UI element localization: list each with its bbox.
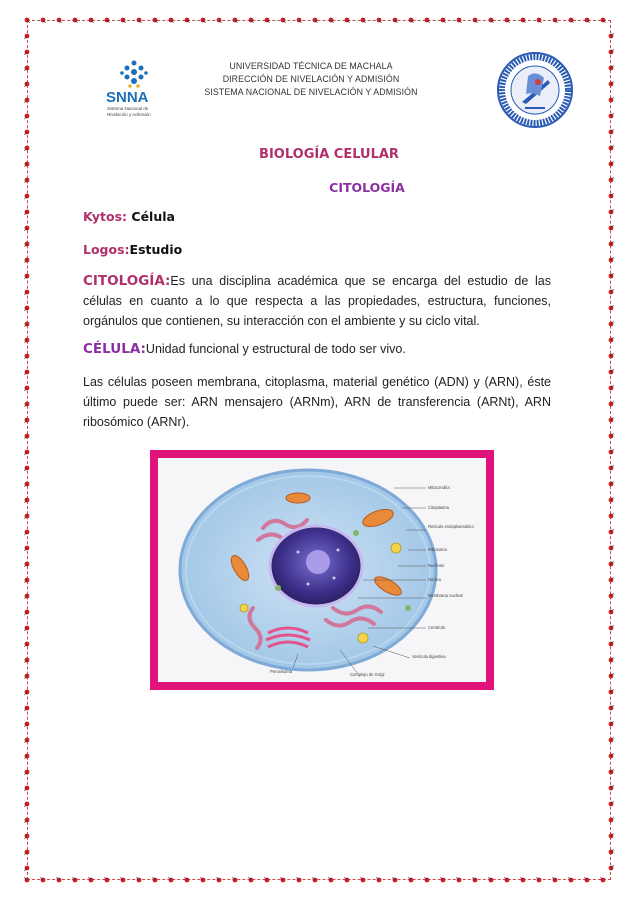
border-tack-icon <box>608 225 614 231</box>
label-golgi: Complejo de Golgi <box>350 672 385 677</box>
border-tack-icon <box>40 877 46 883</box>
border-tack-icon <box>24 801 30 807</box>
label-nucleo: Núcleo <box>428 577 442 582</box>
border-tack-icon <box>24 449 30 455</box>
border-tack-icon <box>608 801 614 807</box>
svg-text:Sistema Nacional de: Sistema Nacional de <box>107 106 149 111</box>
border-tack-icon <box>24 465 30 471</box>
border-tack-icon <box>24 609 30 615</box>
page-title: BIOLOGÍA CELULAR <box>259 147 399 162</box>
border-tack-icon <box>24 113 30 119</box>
border-tack-icon <box>136 17 142 23</box>
label-nucleolo: Nucléolo <box>428 563 445 568</box>
border-tack-icon <box>24 369 30 375</box>
border-tack-icon <box>24 337 30 343</box>
cell-illustration <box>158 458 486 682</box>
kytos-value: Célula <box>127 209 175 224</box>
border-tack-icon <box>24 305 30 311</box>
border-tack-icon <box>608 369 614 375</box>
border-tack-icon <box>200 877 206 883</box>
border-tack-icon <box>24 785 30 791</box>
border-tack-icon <box>608 49 614 55</box>
border-tack-icon <box>608 321 614 327</box>
border-tack-icon <box>584 17 590 23</box>
border-tack-icon <box>24 433 30 439</box>
border-tack-icon <box>24 721 30 727</box>
border-tack-icon <box>488 877 494 883</box>
border-tack-icon <box>104 17 110 23</box>
border-tack-icon <box>536 877 542 883</box>
border-tack-icon <box>120 17 126 23</box>
border-tack-icon <box>248 877 254 883</box>
border-tack-icon <box>608 113 614 119</box>
border-tack-icon <box>24 625 30 631</box>
border-tack-icon <box>24 209 30 215</box>
citologia-text: Es una disciplina académica que se encarga del estudio de las células en cuanto a lo que respecta a las propiedades, estructura, funciones, orgánulos que contienen, su interacción con el ambiente y su ciclo vital. <box>83 274 551 328</box>
svg-text:Nivelación y Admisión: Nivelación y Admisión <box>107 112 151 117</box>
border-tack-icon <box>328 877 334 883</box>
border-tack-icon <box>24 17 30 23</box>
border-tack-icon <box>608 129 614 135</box>
border-tack-icon <box>24 849 30 855</box>
border-tack-icon <box>376 17 382 23</box>
border-tack-icon <box>24 257 30 263</box>
label-citoplasma: Citoplasma <box>428 505 449 510</box>
border-tack-icon <box>600 877 606 883</box>
border-tack-icon <box>504 17 510 23</box>
border-tack-icon <box>72 17 78 23</box>
border-tack-icon <box>608 625 614 631</box>
border-tack-icon <box>24 353 30 359</box>
border-tack-icon <box>552 877 558 883</box>
border-tack-icon <box>232 17 238 23</box>
border-tack-icon <box>608 641 614 647</box>
label-mitocondria: Mitocondria <box>428 485 450 490</box>
border-tack-icon <box>608 305 614 311</box>
border-tack-icon <box>152 17 158 23</box>
border-tack-icon <box>608 385 614 391</box>
border-tack-icon <box>608 593 614 599</box>
border-tack-icon <box>608 65 614 71</box>
border-tack-icon <box>24 753 30 759</box>
border-tack-icon <box>608 353 614 359</box>
border-tack-icon <box>24 865 30 871</box>
header-line-university: UNIVERSIDAD TÉCNICA DE MACHALA <box>229 61 393 71</box>
border-tack-icon <box>608 753 614 759</box>
border-tack-icon <box>608 289 614 295</box>
border-tack-icon <box>608 401 614 407</box>
border-tack-icon <box>88 17 94 23</box>
border-tack-icon <box>24 705 30 711</box>
border-tack-icon <box>24 529 30 535</box>
border-tack-icon <box>24 65 30 71</box>
border-tack-icon <box>440 17 446 23</box>
border-tack-icon <box>608 257 614 263</box>
snna-logo <box>100 58 168 124</box>
border-tack-icon <box>456 877 462 883</box>
border-tack-icon <box>24 561 30 567</box>
border-tack-icon <box>200 17 206 23</box>
border-tack-icon <box>24 877 30 883</box>
border-tack-icon <box>24 225 30 231</box>
border-tack-icon <box>608 849 614 855</box>
border-tack-icon <box>152 877 158 883</box>
border-tack-icon <box>24 129 30 135</box>
border-tack-icon <box>608 721 614 727</box>
document-header <box>90 58 560 128</box>
border-tack-icon <box>608 97 614 103</box>
border-tack-icon <box>168 877 174 883</box>
border-tack-icon <box>24 481 30 487</box>
border-tack-icon <box>608 785 614 791</box>
border-tack-icon <box>440 877 446 883</box>
label-centriolo: Centríolo <box>428 625 445 630</box>
border-tack-icon <box>56 17 62 23</box>
border-tack-icon <box>552 17 558 23</box>
border-tack-icon <box>24 273 30 279</box>
border-tack-icon <box>168 17 174 23</box>
border-tack-icon <box>312 877 318 883</box>
border-tack-icon <box>488 17 494 23</box>
border-tack-icon <box>608 833 614 839</box>
border-tack-icon <box>24 417 30 423</box>
label-reticulo: Retículo endoplasmático <box>428 524 474 529</box>
border-tack-icon <box>24 513 30 519</box>
border-tack-icon <box>504 877 510 883</box>
border-tack-icon <box>24 289 30 295</box>
border-tack-icon <box>472 17 478 23</box>
border-tack-icon <box>216 17 222 23</box>
citologia-definition <box>83 271 551 331</box>
institution-header <box>180 60 442 99</box>
border-tack-icon <box>392 877 398 883</box>
border-tack-icon <box>608 673 614 679</box>
border-tack-icon <box>56 877 62 883</box>
border-tack-icon <box>424 17 430 23</box>
border-tack-icon <box>520 17 526 23</box>
border-tack-icon <box>24 497 30 503</box>
logos-label: Logos: <box>83 242 130 257</box>
border-tack-icon <box>360 877 366 883</box>
border-tack-icon <box>608 497 614 503</box>
border-tack-icon <box>408 17 414 23</box>
border-tack-icon <box>600 17 606 23</box>
page-subtitle: CITOLOGÍA <box>329 180 405 195</box>
border-tack-icon <box>456 17 462 23</box>
border-tack-icon <box>88 877 94 883</box>
border-tack-icon <box>472 877 478 883</box>
citologia-label: CITOLOGÍA: <box>83 273 171 289</box>
border-tack-icon <box>608 529 614 535</box>
border-tack-icon <box>608 449 614 455</box>
border-tack-icon <box>24 577 30 583</box>
border-tack-icon <box>608 865 614 871</box>
border-tack-icon <box>608 545 614 551</box>
border-tack-icon <box>312 17 318 23</box>
border-tack-icon <box>376 877 382 883</box>
border-tack-icon <box>608 81 614 87</box>
border-tack-icon <box>280 877 286 883</box>
border-tack-icon <box>344 877 350 883</box>
border-tack-icon <box>24 833 30 839</box>
border-tack-icon <box>568 17 574 23</box>
border-tack-icon <box>264 877 270 883</box>
border-tack-icon <box>24 689 30 695</box>
border-tack-icon <box>520 877 526 883</box>
border-tack-icon <box>608 737 614 743</box>
border-tack-icon <box>24 641 30 647</box>
border-tack-icon <box>608 769 614 775</box>
border-tack-icon <box>24 401 30 407</box>
border-tack-icon <box>608 577 614 583</box>
border-tack-icon <box>608 513 614 519</box>
border-tack-icon <box>24 241 30 247</box>
border-tack-icon <box>24 545 30 551</box>
border-tack-icon <box>24 385 30 391</box>
border-tack-icon <box>280 17 286 23</box>
label-membrana-nuclear: Membrana nuclear <box>428 593 463 598</box>
header-line-direction: DIRECCIÓN DE NIVELACIÓN Y ADMISIÓN <box>222 74 400 84</box>
border-tack-icon <box>248 17 254 23</box>
definition-logos <box>83 242 551 257</box>
snna-logo-text: SNNA <box>106 89 149 106</box>
border-tack-icon <box>120 877 126 883</box>
border-tack-icon <box>24 33 30 39</box>
border-tack-icon <box>24 769 30 775</box>
border-tack-icon <box>136 877 142 883</box>
kytos-label: Kytos: <box>83 209 128 224</box>
border-tack-icon <box>392 17 398 23</box>
border-tack-icon <box>584 877 590 883</box>
border-tack-icon <box>40 17 46 23</box>
border-tack-icon <box>608 241 614 247</box>
border-tack-icon <box>608 481 614 487</box>
border-tack-icon <box>608 337 614 343</box>
border-tack-icon <box>360 17 366 23</box>
border-tack-icon <box>24 97 30 103</box>
border-tack-icon <box>408 877 414 883</box>
border-tack-icon <box>264 17 270 23</box>
border-tack-icon <box>424 877 430 883</box>
border-tack-icon <box>24 817 30 823</box>
cell-components-paragraph: Las células poseen membrana, citoplasma, material genético (ADN) y (ARN), éste último puede ser: ARN mensajero (ARNm), ARN de transferencia (ARNt), ARN ribosómico (ARNr). <box>83 375 551 429</box>
label-vesicula: Vesícula digestiva <box>412 654 446 659</box>
animal-cell-diagram <box>150 450 494 690</box>
border-tack-icon <box>24 49 30 55</box>
border-tack-icon <box>608 817 614 823</box>
border-tack-icon <box>184 17 190 23</box>
border-tack-icon <box>568 877 574 883</box>
border-tack-icon <box>328 17 334 23</box>
border-tack-icon <box>536 17 542 23</box>
border-tack-icon <box>608 561 614 567</box>
border-tack-icon <box>24 321 30 327</box>
border-tack-icon <box>232 877 238 883</box>
border-tack-icon <box>608 417 614 423</box>
border-tack-icon <box>608 705 614 711</box>
border-tack-icon <box>608 657 614 663</box>
border-tack-icon <box>608 33 614 39</box>
border-tack-icon <box>24 673 30 679</box>
border-tack-icon <box>608 609 614 615</box>
celula-text: Unidad funcional y estructural de todo ser vivo. <box>145 342 406 356</box>
border-tack-icon <box>608 433 614 439</box>
border-tack-icon <box>104 877 110 883</box>
border-tack-icon <box>184 877 190 883</box>
border-tack-icon <box>608 273 614 279</box>
celula-label: CÉLULA: <box>83 341 146 357</box>
border-tack-icon <box>24 737 30 743</box>
logos-value: Estudio <box>129 242 183 257</box>
definition-kytos <box>83 209 551 224</box>
border-tack-icon <box>24 657 30 663</box>
border-tack-icon <box>608 209 614 215</box>
university-seal-logo <box>492 50 578 130</box>
label-peroxisoma: Peroxisoma <box>270 669 293 674</box>
border-tack-icon <box>608 689 614 695</box>
border-tack-icon <box>296 17 302 23</box>
border-tack-icon <box>216 877 222 883</box>
border-tack-icon <box>24 593 30 599</box>
celula-definition <box>83 341 551 357</box>
label-ribosoma: Ribosoma <box>428 547 447 552</box>
border-tack-icon <box>344 17 350 23</box>
border-tack-icon <box>608 465 614 471</box>
border-tack-icon <box>296 877 302 883</box>
border-tack-icon <box>72 877 78 883</box>
header-line-system: SISTEMA NACIONAL DE NIVELACIÓN Y ADMISIÓN <box>204 87 418 97</box>
border-tack-icon <box>24 81 30 87</box>
